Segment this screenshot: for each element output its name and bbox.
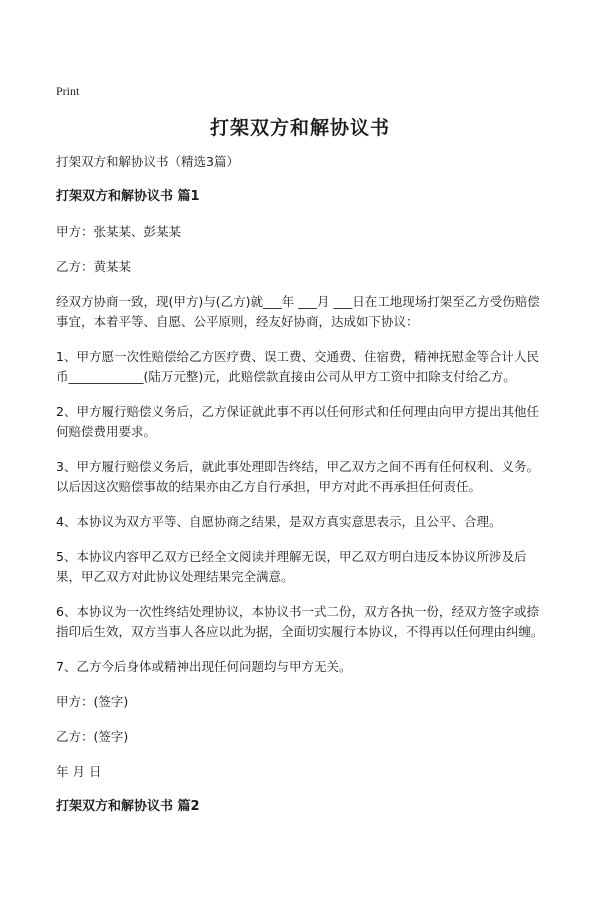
clause-4: 4、本协议为双方平等、自愿协商之结果，是双方真实意思表示，且公平、合理。 xyxy=(56,514,502,529)
section-heading-2: 打架双方和解协议书 篇2 xyxy=(56,799,200,814)
clause-1: 1、甲方愿一次性赔偿给乙方医疗费、误工费、交通费、住宿费，精神抚慰金等合计人民币____________(陆万元整)元，此赔偿款直接由公司从甲方工资中扣除支付给乙方。 xyxy=(56,349,539,384)
signature-party-b: 乙方：(签字) xyxy=(56,729,129,744)
print-link[interactable]: Print xyxy=(56,84,80,98)
signature-party-a: 甲方：(签字) xyxy=(56,694,129,709)
party-b-line: 乙方：黄某某 xyxy=(56,259,132,274)
clause-2: 2、甲方履行赔偿义务后，乙方保证就此事不再以任何形式和任何理由向甲方提出其他任何赔偿费用要求。 xyxy=(56,404,539,439)
document-body xyxy=(56,152,550,832)
clause-6: 6、本协议为一次性终结处理协议，本协议书一式二份，双方各执一份，经双方签字或捺指印后生效，双方当事人各应以此为据，全面切实履行本协议，不得再以任何理由纠缠。 xyxy=(56,604,544,639)
party-a-line: 甲方：张某某、彭某某 xyxy=(56,224,182,239)
section-heading-1: 打架双方和解协议书 篇1 xyxy=(56,189,200,204)
clause-7: 7、乙方今后身体或精神出现任何问题均与甲方无关。 xyxy=(56,659,352,674)
page-title: 打架双方和解协议书 xyxy=(209,117,390,139)
document-subtitle: 打架双方和解协议书（精选3篇） xyxy=(56,154,239,169)
date-line: 年 月 日 xyxy=(56,764,102,779)
clause-3: 3、甲方履行赔偿义务后，就此事处理即告终结，甲乙双方之间不再有任何权利、义务。以后因这次赔偿事故的结果亦由乙方自行承担，甲方对此不再承担任何责任。 xyxy=(56,459,539,494)
clause-5: 5、本协议内容甲乙双方已经全文阅读并理解无误，甲乙双方明白违反本协议所涉及后果，甲乙双方对此协议处理结果完全满意。 xyxy=(56,549,527,584)
agreement-intro: 经双方协商一致，现(甲方)与(乙方)就___年 ___月 ___日在工地现场打架至乙方受伤赔偿事宜，本着平等、自愿、公平原则，经友好协商，达成如下协议： xyxy=(56,294,540,329)
